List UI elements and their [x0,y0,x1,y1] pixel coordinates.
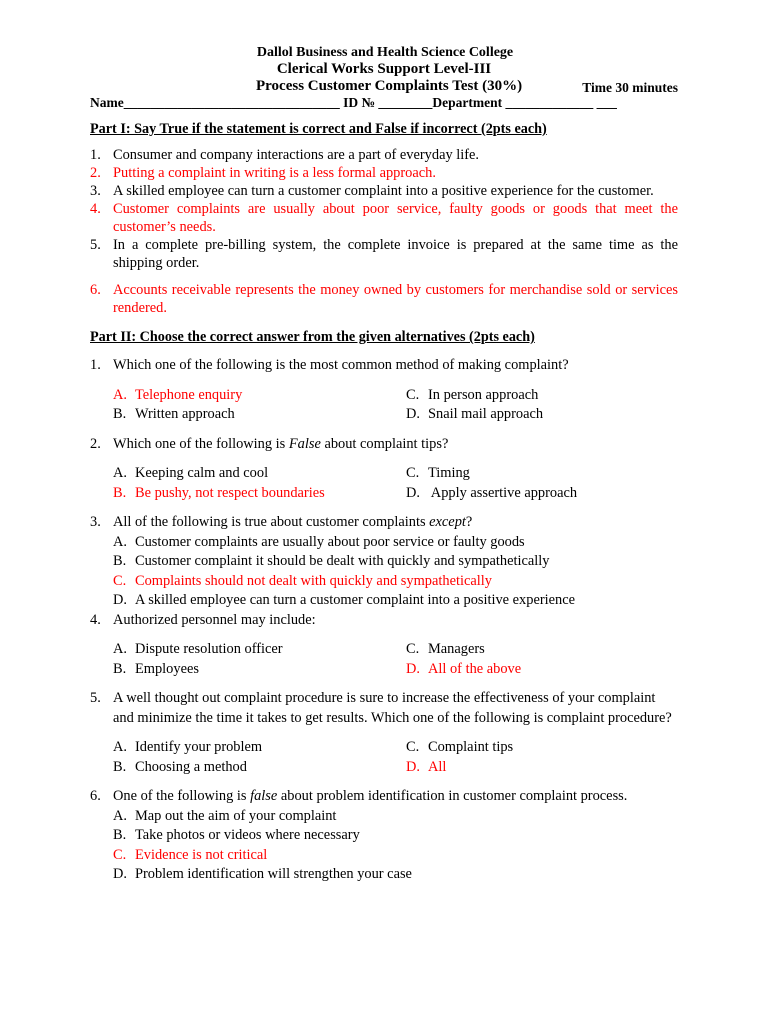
true-false-list [90,146,678,317]
option-d: D. Apply assertive approach [406,484,578,501]
part1-heading: Part I: Say True if the statement is correct and False if incorrect (2pts each) [90,121,547,137]
option-a: A. Map out the aim of your complaint [113,807,337,824]
college-name: Dallol Business and Health Science College [256,45,514,60]
question-4: 4. Authorized personnel may include: [90,611,316,628]
tf-item: 1. Consumer and company interactions are a part of everyday life. [90,147,480,163]
question-2: 2. Which one of the following is False about complaint tips? [90,435,449,452]
option-a: A. Customer complaints are usually about poor service or faulty goods [113,533,525,550]
option-b: B. Be pushy, not respect boundaries [113,484,325,501]
question-4-options [90,640,678,679]
option-b: B. Customer complaint it should be dealt with quickly and sympathetically [113,553,550,569]
option-b: B. Employees [113,660,199,677]
tf-item: 5. In a complete pre-billing system, the complete invoice is prepared at the same time as the shipping order. [90,237,678,271]
exam-header [90,44,678,78]
test-title: Process Customer Complaints Test (30%) [256,78,523,94]
option-d: D. All [406,758,447,775]
option-c: C. In person approach [406,386,539,403]
option-a: A. Telephone enquiry [113,386,243,403]
exam-page [90,44,678,885]
option-b: B. Take photos or videos where necessary [113,827,360,843]
option-a: A. Keeping calm and cool [113,465,269,481]
tf-item: 6. Accounts receivable represents the money owned by customers for merchandise sold or services rendered. [90,282,678,316]
option-d: D. All of the above [406,660,522,677]
question-1-options [90,386,678,425]
question-2-options [90,464,678,503]
option-d: D. Snail mail approach [406,406,544,422]
tf-item: 3. A skilled employee can turn a customer complaint into a positive experience for the customer. [90,183,654,199]
question-5: 5. A well thought out complaint procedure is sure to increase the effectiveness of your complaint and minimize the time it takes to get results. Which one of the following is complaint procedure? [90,690,672,726]
option-d: D. Problem identification will strengthen your case [113,866,412,882]
option-a: A. Dispute resolution officer [113,641,283,657]
name-id-department-line: Name________________________________ ID № ________Department _____________ ___ [90,95,617,110]
option-d: D. A skilled employee can turn a customer complaint into a positive experience [113,592,575,608]
option-c: C. Evidence is not critical [113,846,268,863]
question-3: 3. All of the following is true about customer complaints except? [90,514,473,530]
question-5-options [90,738,678,777]
option-c: C. Complaints should not dealt with quickly and sympathetically [113,572,492,589]
part2-heading: Part II: Choose the correct answer from the given alternatives (2pts each) [90,329,535,345]
option-c: C. Timing [406,465,470,481]
question-1: 1. Which one of the following is the most common method of making complaint? [90,357,569,373]
option-c: C. Complaint tips [406,739,514,755]
option-b: B. Written approach [113,406,235,422]
test-title-row [90,78,678,95]
option-b: B. Choosing a method [113,758,247,775]
tf-item: 4. Customer complaints are usually about poor service, faulty goods or goods that meet the customer’s needs. [90,201,678,235]
question-6-options [90,807,678,885]
question-6: 6. One of the following is false about problem identification in customer complaint process. [90,788,628,804]
question-3-options [90,533,678,611]
level-title: Clerical Works Support Level-III [276,61,492,77]
tf-item: 2. Putting a complaint in writing is a less formal approach. [90,165,436,181]
option-c: C. Managers [406,641,485,657]
option-a: A. Identify your problem [113,739,263,755]
time-limit: Time 30 minutes [582,80,678,95]
